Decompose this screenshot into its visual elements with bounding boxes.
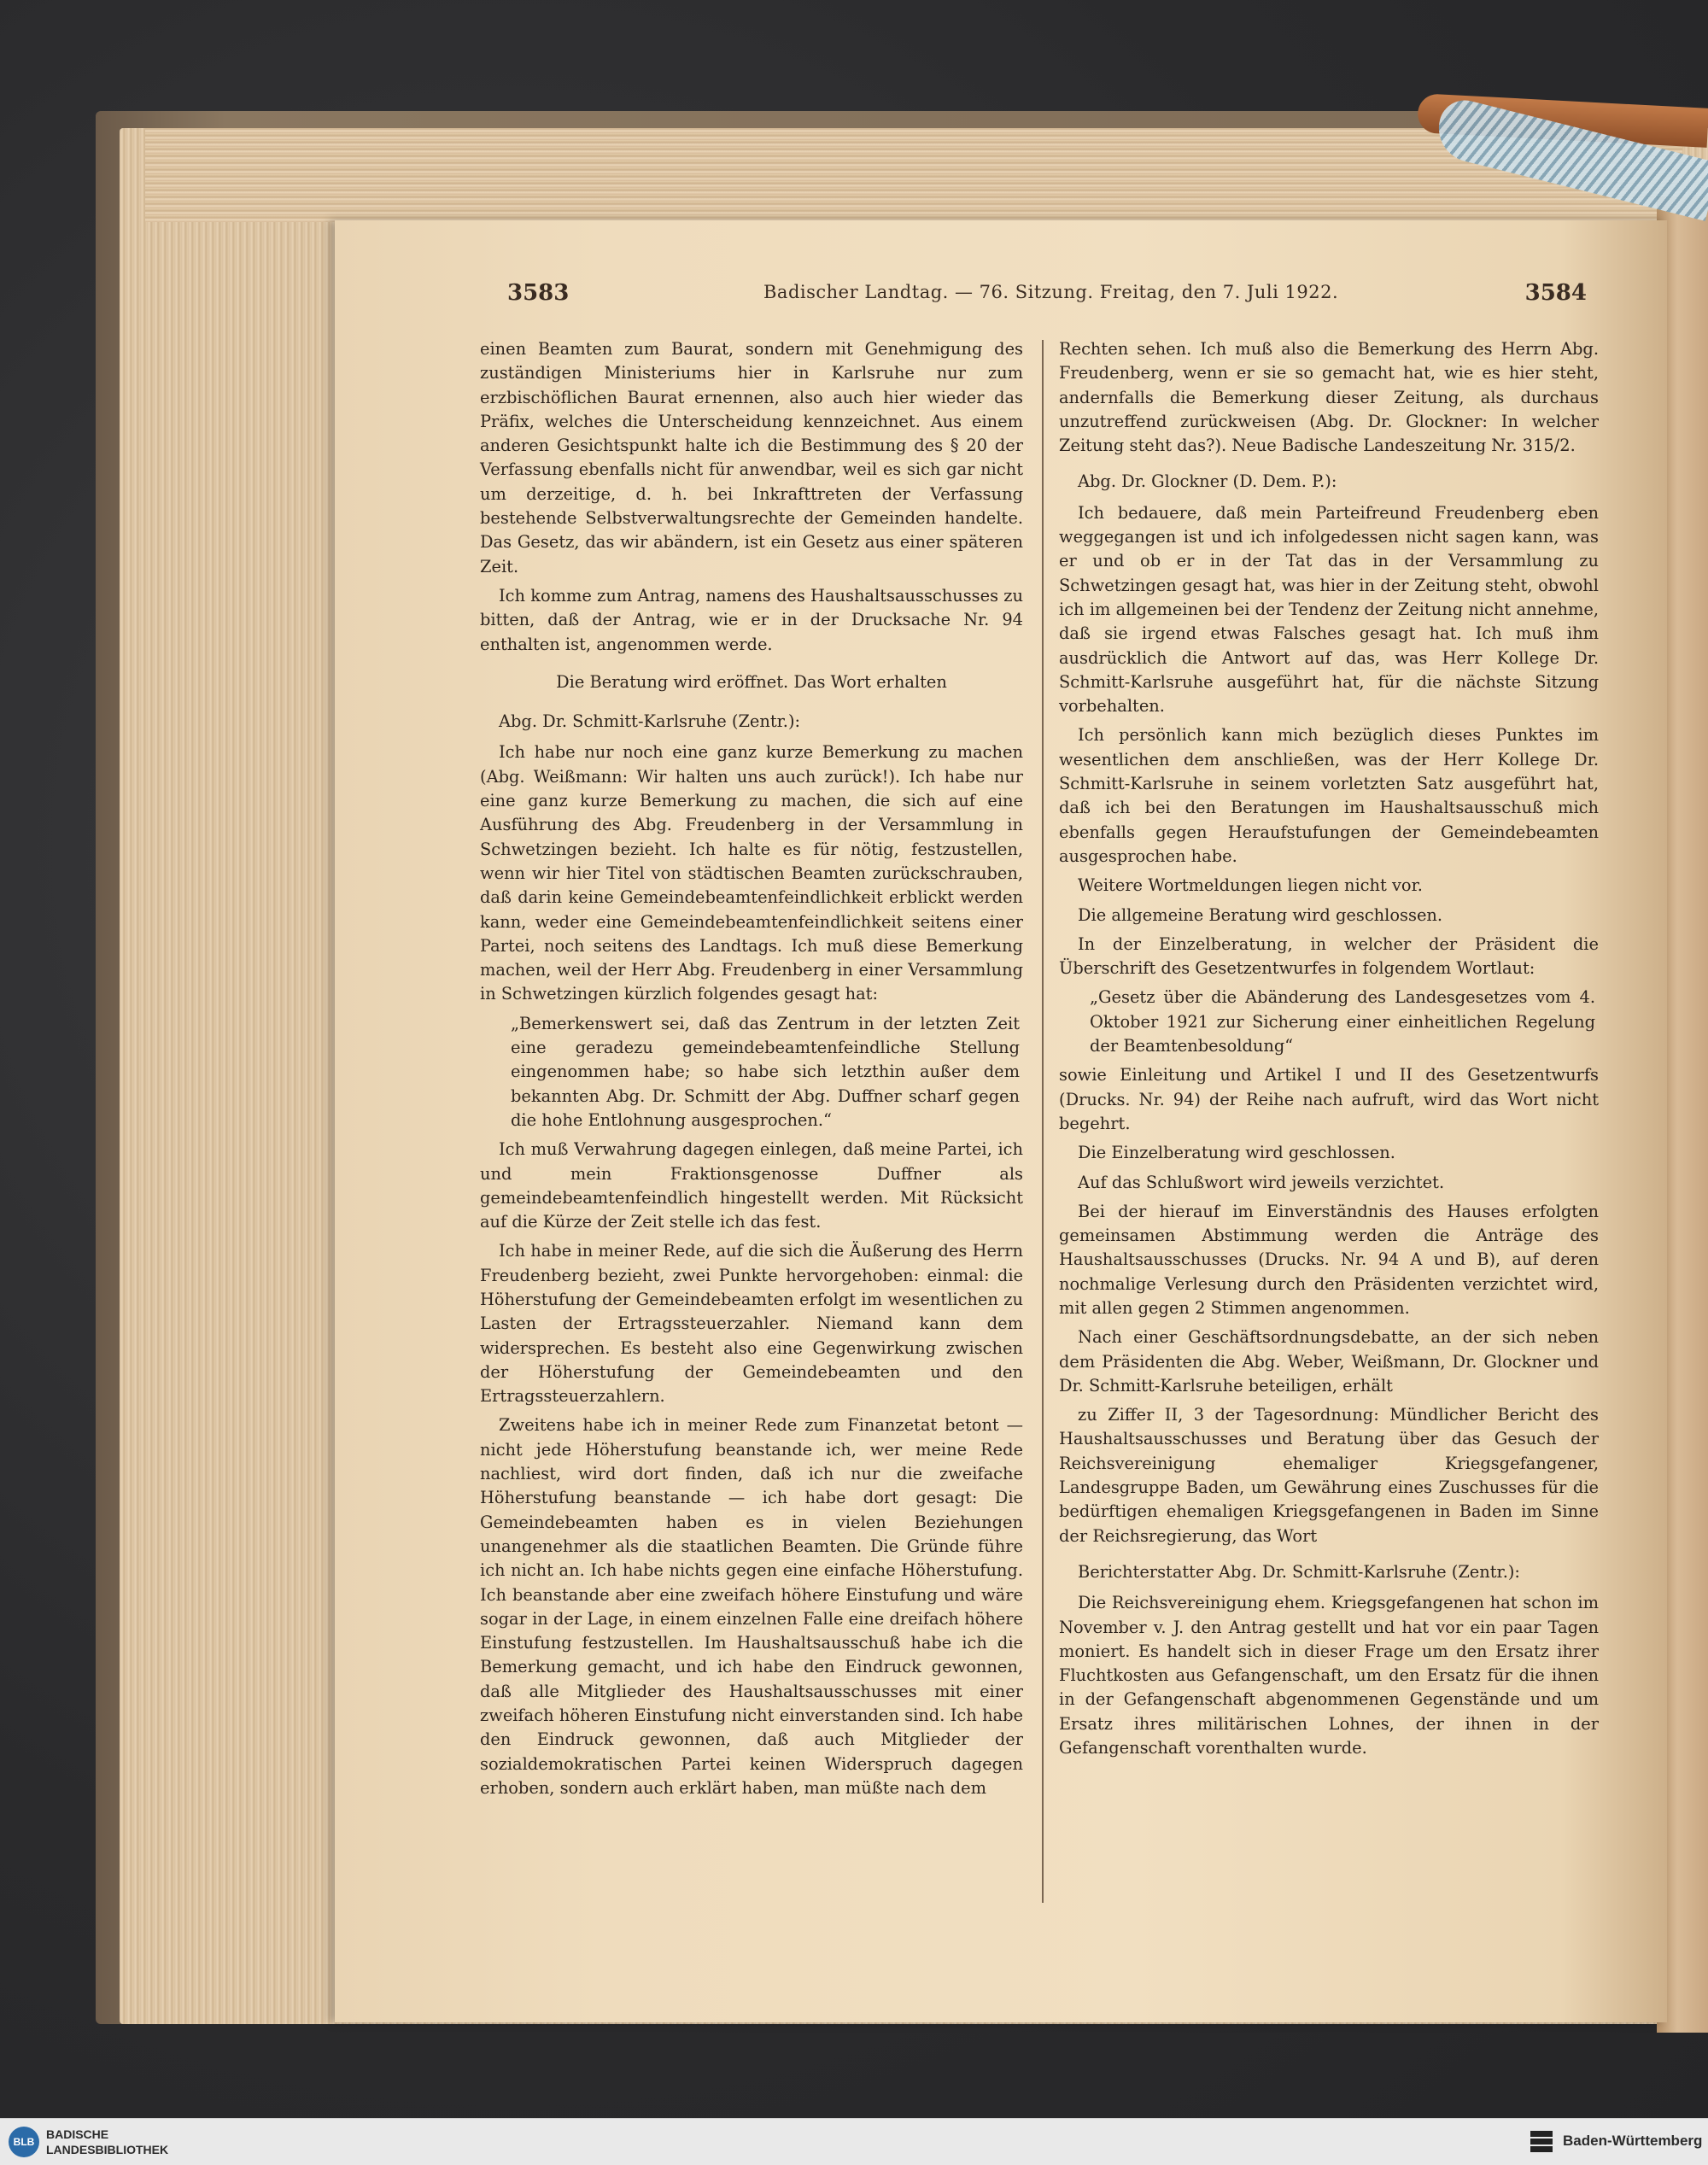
- paragraph: Auf das Schlußwort wird jeweils verzichtet.: [1078, 1172, 1445, 1192]
- paragraph: Nach einer Geschäftsordnungsdebatte, an der sich neben dem Präsidenten die Abg. Weber, Weißmann, Dr. Glockner und Dr. Schmitt-Karlsruhe beteiligen, erhält: [1059, 1327, 1599, 1396]
- page-header: [507, 280, 1587, 314]
- paragraph: Rechten sehen. Ich muß also die Bemerkung des Herrn Abg. Freudenberg, wenn er sie so gemacht hat, wie es hier steht, andernfalls die Bemerkung dieser Zeitung, als durchaus unzutreffend zurückweisen (Abg. Dr. Glockner: In welcher Zeitung steht das?). Neue Badische Landeszeitung Nr. 315/2.: [1059, 339, 1599, 456]
- paragraph: Ich muß Verwahrung dagegen einlegen, daß meine Partei, ich und mein Fraktionsgenosse Duffner als gemeindebeamtenfeindlich hingestellt werden. Mit Rücksicht auf die Kürze der Zeit stelle ich das fest.: [480, 1139, 1023, 1232]
- library-name[interactable]: [46, 2127, 168, 2157]
- paragraph: Ich habe nur noch eine ganz kurze Bemerkung zu machen (Abg. Weißmann: Wir halten uns auch zurück!). Ich habe nur eine ganz kurze Bemerkung zu machen, die sich auf eine Ausführung des Abg. Freudenberg in der Versammlung in Schwetzingen bezieht. Ich halte es für nötig, festzustellen, wenn wir hier Titel von städtischen Beamten zurückschrauben, daß darin keine Gemeindebeamtenfeindlichkeit erblickt werden kann, weder eine Gemeindebeamtenfeindlichkeit seitens einer Partei, noch seitens des Landtags. Ich muß diese Bemerkung machen, weil der Herr Abg. Freudenberg in einer Versammlung in Schwetzingen kürzlich folgendes gesagt hat:: [480, 742, 1023, 1004]
- paragraph: Ich komme zum Antrag, namens des Haushaltsausschusses zu bitten, daß der Antrag, wie er in der Drucksache Nr. 94 enthalten ist, angenommen werde.: [480, 585, 1023, 654]
- paragraph: sowie Einleitung und Artikel I und II des Gesetzentwurfs (Drucks. Nr. 94) der Reihe nach aufruft, wird das Wort nicht begehrt.: [1059, 1065, 1599, 1133]
- paragraph: In der Einzelberatung, in welcher der Präsident die Überschrift des Gesetzentwurfes in folgendem Wortlaut:: [1059, 933, 1599, 979]
- paragraph: Ich bedauere, daß mein Parteifreund Freudenberg eben weggegangen ist und ich infolgedessen nicht sagen kann, was er und ob er in der Tat das in der Versammlung zu Schwetzingen gesagt hat, was hier in der Zeitung steht, obwohl ich im allgemeinen bei der Tendenz der Zeitung nicht annehme, daß sie irgend etwas Falsches gesagt hat. Ich muß ihm ausdrücklich die Antwort auf das, was Herr Kollege Dr. Schmitt-Karlsruhe ausgeführt hat, für die nächste Sitzung vorbehalten.: [1059, 502, 1599, 717]
- library-name-line1: BADISCHE: [46, 2127, 109, 2141]
- baden-wuerttemberg-lions-icon[interactable]: [1527, 2127, 1556, 2156]
- viewer-footer: [0, 2118, 1708, 2165]
- paragraph: Ich habe in meiner Rede, auf die sich die Äußerung des Herrn Freudenberg bezieht, zwei Punkte hervorgehoben: einmal: die Höherstufung der Gemeindebeamten erfolgt im wesentlichen zu Lasten der Ertragssteuerzahler. Niemand kann dem widersprechen. Es besteht also eine Gegenwirkung zwischen der Höherstufung der Gemeindebeamten und den Ertragssteuerzahlern.: [480, 1241, 1023, 1407]
- left-text-column: [480, 337, 1023, 1805]
- quoted-passage: „Gesetz über die Abänderung des Landesgesetzes vom 4. Oktober 1921 zur Sicherung einer einheitlichen Regelung der Beamtenbesoldung“: [1090, 987, 1595, 1056]
- speaker-line: Berichterstatter Abg. Dr. Schmitt-Karlsruhe (Zentr.):: [1078, 1561, 1520, 1582]
- paragraph: Die allgemeine Beratung wird geschlossen.: [1078, 904, 1443, 925]
- right-text-column: [1059, 337, 1599, 1765]
- running-title: Badischer Landtag. — 76. Sitzung. Freitag, den 7. Juli 1922.: [763, 282, 1339, 302]
- paragraph: zu Ziffer II, 3 der Tagesordnung: Mündlicher Bericht des Haushaltsausschusses und Beratung über das Gesuch der Reichsvereinigung ehemaliger Kriegsgefangener, Landesgruppe Baden, um Gewährung eines Zuschusses für die bedürftigen ehemaligen Kriegsgefangenen in Baden im Sinne der Reichsregierung, das Wort: [1059, 1405, 1599, 1546]
- blb-logo-icon[interactable]: BLB: [9, 2127, 39, 2157]
- paragraph: Die Reichsvereinigung ehem. Kriegsgefangenen hat schon im November v. J. den Antrag gestellt und hat vor ein paar Tagen moniert. Es handelt sich in dieser Frage um den Ersatz ihrer Fluchtkosten aus Gefangenschaft, um den Ersatz für die ihnen in der Gefangenschaft abgenommenen Gegenstände und um Ersatz ihres militärischen Lohnes, der ihnen in der Gefangenschaft vorenthalten wurde.: [1059, 1593, 1599, 1758]
- paragraph: Bei der hierauf im Einverständnis des Hauses erfolgten gemeinsamen Abstimmung werden die Anträge des Haushaltsausschusses (Drucks. Nr. 94 A und B), auf deren nochmalige Verlesung durch den Präsidenten verzichtet wird, mit allen gegen 2 Stimmen angenommen.: [1059, 1201, 1599, 1318]
- paragraph: Die Beratung wird eröffnet. Das Wort erhalten: [556, 671, 947, 692]
- paragraph: Weitere Wortmeldungen liegen nicht vor.: [1078, 875, 1423, 896]
- paragraph: Zweitens habe ich in meiner Rede zum Finanzetat betont — nicht jede Höherstufung beanstande ich, wer meine Rede nachliest, wird dort finden, daß ich nur die zweifache Höherstufung beanstande — ich habe dort gesagt: Die Gemeindebeamten haben es in vielen Beziehungen unangenehmer als die staatlichen Beamten. Die Gründe führe ich nicht an. Ich habe nichts gegen eine einfache Höherstufung. Ich beanstande aber eine zweifach höhere Einstufung und wäre sogar in der Lage, in einem einzelnen Falle eine dreifach höhere Einstufung festzustellen. Im Haushaltsausschuß habe ich die Bemerkung gemacht, und ich habe den Eindruck gewonnen, daß alle Mitglieder des Haushaltsausschusses mit einer zweifach höheren Einstufung nicht einverstanden sind. Ich habe den Eindruck gewonnen, daß auch Mitglieder der sozialdemokratischen Partei keinen Widerspruch dagegen erhoben, sondern auch erklärt haben, man müßte nach dem: [480, 1415, 1023, 1798]
- page-number-right: 3584: [1524, 280, 1587, 306]
- paragraph: einen Beamten zum Baurat, sondern mit Genehmigung des zuständigen Ministeriums hier in Karlsruhe nur zum erzbischöflichen Baurat ernennen, also auch hier wieder das Präfix, welches die Unterscheidung kennzeichnet. Aus einem anderen Gesichtspunkt halte ich die Bestimmung des § 20 der Verfassung ebenfalls nicht für anwendbar, weil es sich gar nicht um derzeitige, d. h. bei Inkrafttreten der Verfassung bestehende Selbstverwaltungsrechte der Gemeinden handelte. Das Gesetz, das wir abändern, ist ein Gesetz aus einer späteren Zeit.: [480, 339, 1023, 576]
- speaker-line: Abg. Dr. Glockner (D. Dem. P.):: [1078, 471, 1337, 492]
- state-name[interactable]: Baden-Württemberg: [1563, 2133, 1703, 2149]
- paragraph: Ich persönlich kann mich bezüglich dieses Punktes im wesentlichen dem anschließen, was der Herr Kollege Dr. Schmitt-Karlsruhe in seinem vorletzten Satz ausgeführt hat, daß ich bei den Beratungen im Haushaltsausschuß mich ebenfalls gegen Heraufstufungen der Gemeindebeamten ausgesprochen habe.: [1059, 725, 1599, 866]
- column-divider: [1042, 340, 1044, 1903]
- quoted-passage: „Bemerkenswert sei, daß das Zentrum in der letzten Zeit eine geradezu gemeindebeamtenfeindliche Stellung eingenommen habe; so habe sich letzthin außer dem bekannten Abg. Dr. Schmitt der Abg. Duffner scharf gegen die hohe Entlohnung ausgesprochen.“: [511, 1013, 1020, 1130]
- library-name-line2: LANDESBIBLIOTHEK: [46, 2143, 169, 2156]
- page-number-left: 3583: [507, 280, 570, 306]
- speaker-line: Abg. Dr. Schmitt-Karlsruhe (Zentr.):: [499, 711, 801, 732]
- paragraph: Die Einzelberatung wird geschlossen.: [1078, 1143, 1395, 1163]
